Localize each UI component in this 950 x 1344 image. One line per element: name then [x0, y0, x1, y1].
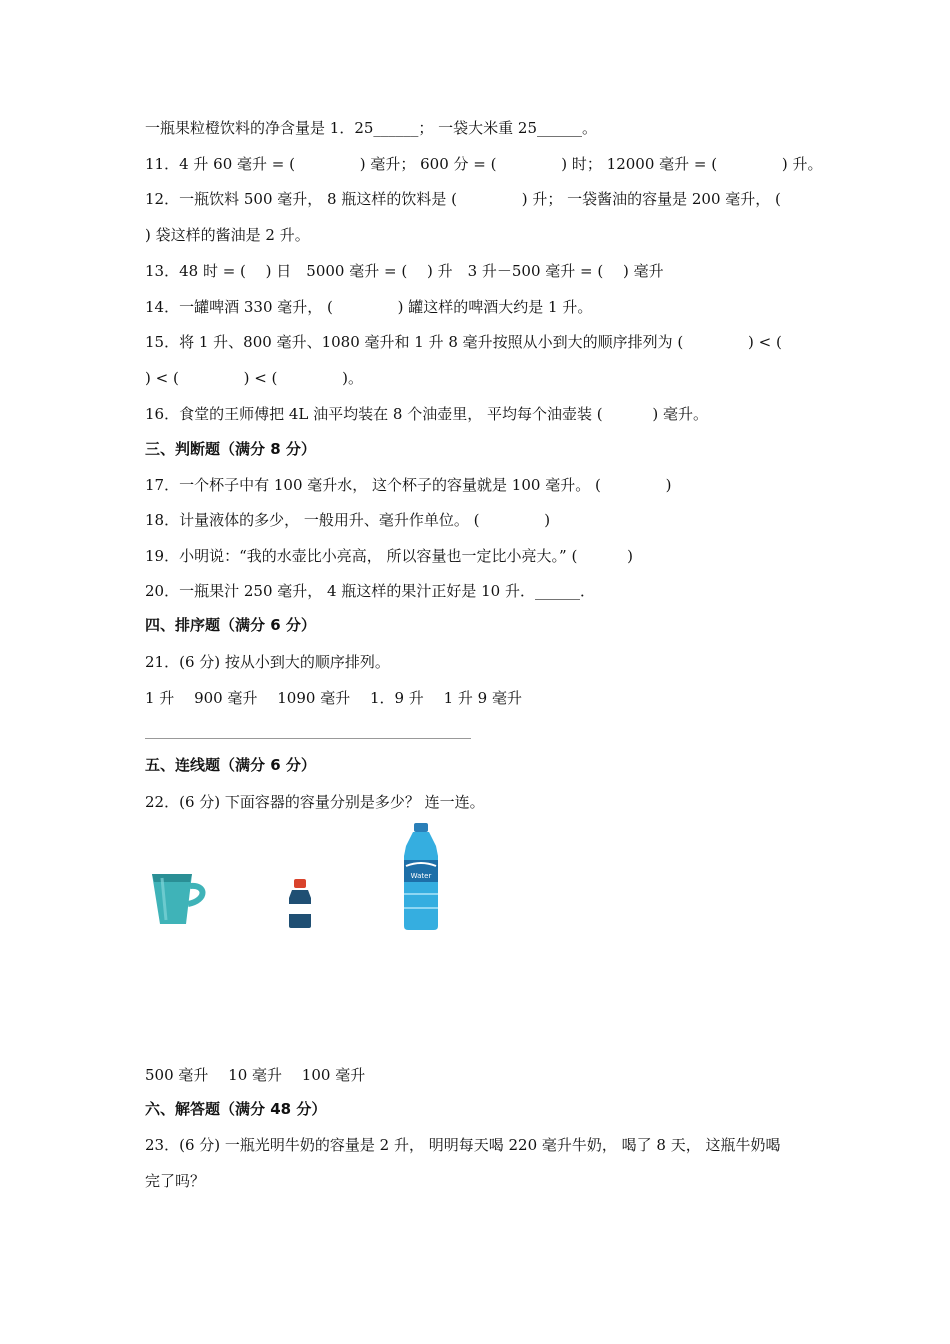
question-18: 18．计量液体的多少， 一般用升、毫升作单位。 ( ) [145, 511, 551, 529]
question-23-cont: 完了吗？ [145, 1172, 206, 1190]
question-13: 13．48 时 = ( ) 日 5000 毫升 = ( ) 升 3 升－500 毫升 = ( ) 毫升 [145, 262, 664, 280]
question-20: 20．一瓶果汁 250 毫升， 4 瓶这样的果汁正好是 10 升．______． [145, 582, 595, 600]
question-21-items: 1 升 900 毫升 1090 毫升 1．9 升 1 升 9 毫升 [145, 689, 522, 707]
fill-blank-line: 一瓶果粒橙饮料的净含量是 1．25______； 一袋大米重 25______。 [145, 119, 598, 137]
question-11: 11．4 升 60 毫升 = ( ) 毫升； 600 分 = ( ) 时； 12000 毫升 = ( ) 升。 [145, 155, 823, 173]
question-16: 16．食堂的王师傅把 4L 油平均装在 8 个油壶里， 平均每个油壶装 ( ) 毫升。 [145, 405, 708, 423]
question-15-cont: ) < ( ) < ( )。 [145, 369, 364, 387]
bottle-label: Water [410, 872, 432, 880]
question-23: 23．(6 分) 一瓶光明牛奶的容量是 2 升， 明明每天喝 220 毫升牛奶， 喝了 8 天， 这瓶牛奶喝 [145, 1136, 781, 1154]
section-4-heading: 四、排序题（满分 6 分） [145, 616, 316, 634]
question-15: 15．将 1 升、800 毫升、1080 毫升和 1 升 8 毫升按照从小到大的顺序排列为 ( ) < ( [145, 333, 782, 351]
answer-line [145, 738, 471, 739]
question-21: 21．(6 分) 按从小到大的顺序排列。 [145, 653, 390, 671]
cup-icon [148, 868, 210, 930]
question-14: 14．一罐啤酒 330 毫升， ( ) 罐这样的啤酒大约是 1 升。 [145, 298, 593, 316]
section-3-heading: 三、判断题（满分 8 分） [145, 440, 316, 458]
section-6-heading: 六、解答题（满分 48 分） [145, 1100, 327, 1118]
water-bottle-icon [398, 822, 444, 932]
capacity-options: 500 毫升 10 毫升 100 毫升 [145, 1066, 366, 1084]
question-12-cont: ) 袋这样的酱油是 2 升。 [145, 226, 310, 244]
section-5-heading: 五、连线题（满分 6 分） [145, 756, 316, 774]
question-22: 22．(6 分) 下面容器的容量分别是多少？ 连一连。 [145, 793, 485, 811]
question-19: 19．小明说：“我的水壶比小亮高， 所以容量也一定比小亮大。” ( ) [145, 547, 633, 565]
small-bottle-icon [285, 878, 315, 930]
question-12: 12．一瓶饮料 500 毫升， 8 瓶这样的饮料是 ( ) 升； 一袋酱油的容量是 200 毫升， ( [145, 190, 781, 208]
question-17: 17．一个杯子中有 100 毫升水， 这个杯子的容量就是 100 毫升。 ( ) [145, 476, 672, 494]
